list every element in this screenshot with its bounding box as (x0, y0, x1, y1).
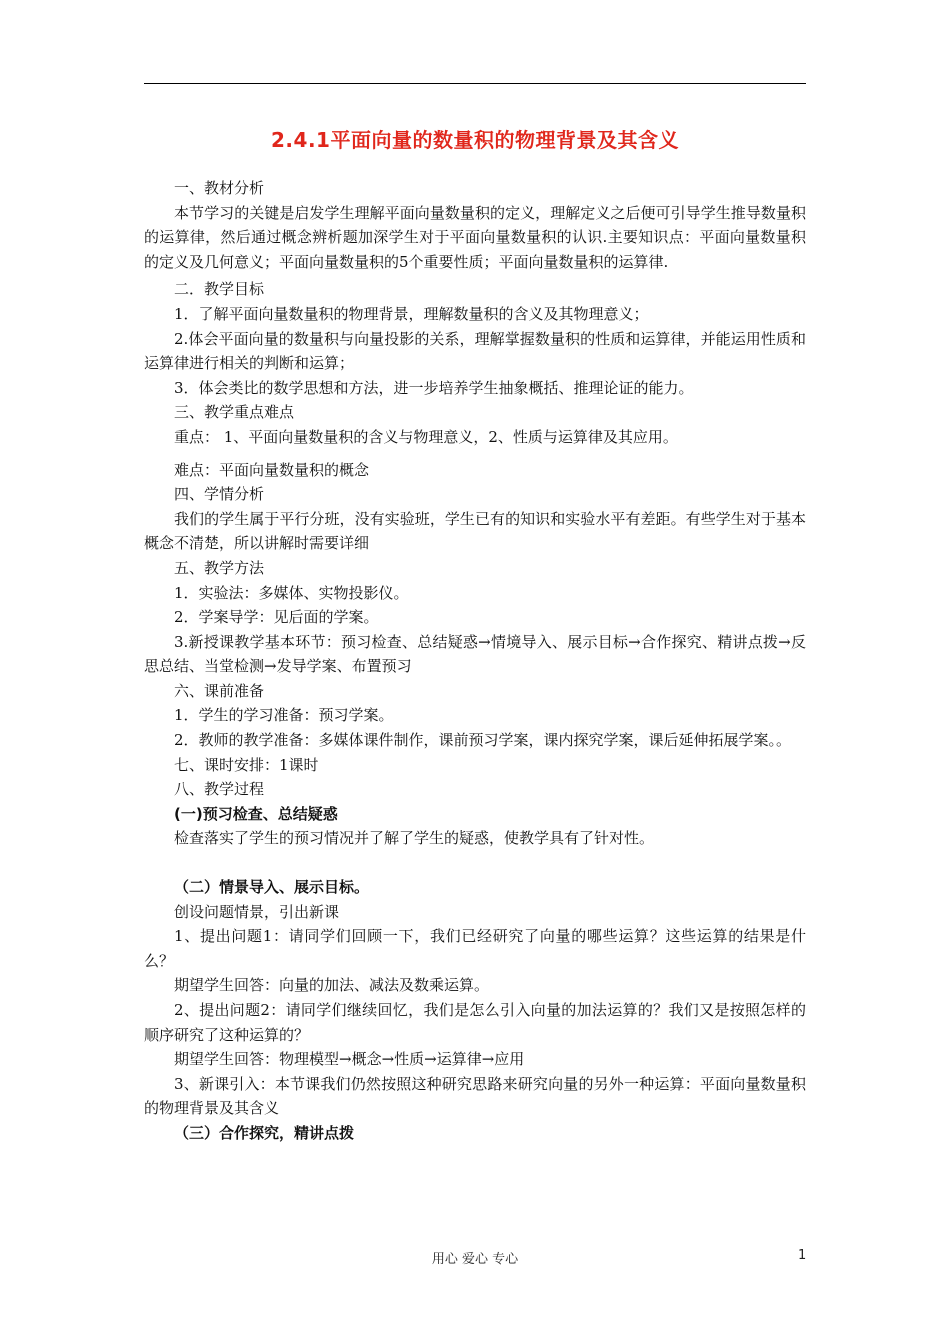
section-heading-8: 八、教学过程 (174, 780, 265, 799)
section-heading-1: 一、教材分析 (174, 179, 265, 197)
step-2-answer-1: 期望学生回答：向量的加法、减法及数乘运算。 (174, 976, 490, 995)
step-1-text: 检查落实了学生的预习情况并了解了学生的疑惑，使教学具有了针对性。 (174, 829, 655, 848)
footer-slogan: 用心 爱心 专心 (431, 1252, 519, 1267)
document-title: 2.4.1平面向量的数量积的物理背景及其含义 (271, 128, 679, 152)
method-3: 3.新授课教学基本环节：预习检查、总结疑惑→情境导入、展示目标→合作探究、精讲点拨→反思总结、当堂检测→发导学案、布置预习 (144, 632, 806, 676)
section-heading-5: 五、教学方法 (174, 558, 265, 577)
header-rule (144, 83, 806, 84)
section-heading-2: 二．教学目标 (174, 280, 265, 299)
step-3-heading: （三）合作探究，精讲点拨 (174, 1123, 355, 1142)
step-2-question-3: 3、新课引入：本节课我们仍然按照这种研究思路来研究向量的另外一种运算：平面向量数量积的物理背景及其含义 (144, 1074, 806, 1118)
difficult-points: 难点：平面向量数量积的概念 (174, 460, 370, 479)
objective-2: 2.体会平面向量的数量积与向量投影的关系，理解掌握数量积的性质和运算律，并能运用性质和运算律进行相关的判断和运算； (144, 329, 806, 373)
method-2: 2．学案导学：见后面的学案。 (174, 608, 379, 627)
step-2-answer-2: 期望学生回答：物理模型→概念→性质→运算律→应用 (174, 1050, 525, 1069)
step-1-heading: (一)预习检查、总结疑惑 (174, 804, 338, 823)
method-1: 1．实验法：多媒体、实物投影仪。 (174, 583, 409, 602)
section-heading-6: 六、课前准备 (174, 681, 265, 700)
objective-1: 1．了解平面向量数量积的物理背景，理解数量积的含义及其物理意义； (174, 304, 649, 323)
page-number: 1 (798, 1248, 807, 1263)
section-1-text: 本节学习的关键是启发学生理解平面向量数量积的定义，理解定义之后便可引导学生推导数量积的运算律，然后通过概念辨析题加深学生对于平面向量数量积的认识.主要知识点：平面向量数量积的定义及几何意义；平面向量数量积的5个重要性质；平面向量数量积的运算律. (144, 203, 806, 271)
objective-3: 3．体会类比的数学思想和方法，进一步培养学生抽象概括、推理论证的能力。 (174, 378, 694, 397)
step-2-question-1: 1、提出问题1：请同学们回顾一下，我们已经研究了向量的哪些运算？这些运算的结果是什么？ (144, 927, 806, 970)
section-heading-7: 七、课时安排：1课时 (174, 755, 319, 774)
step-2-intro: 创设问题情景，引出新课 (174, 902, 340, 921)
section-heading-3: 三、教学重点难点 (174, 403, 295, 422)
section-heading-4: 四、学情分析 (174, 485, 265, 504)
step-2-question-2: 2、提出问题2：请同学们继续回忆，我们是怎么引入向量的加法运算的？我们又是按照怎样的顺序研究了这种运算的？ (144, 1001, 806, 1044)
document-body (144, 176, 806, 1146)
section-4-text: 我们的学生属于平行分班，没有实验班，学生已有的知识和实验水平有差距。有些学生对于基本概念不清楚，所以讲解时需要详细 (144, 509, 806, 553)
step-2-heading: （二）情景导入、展示目标。 (174, 878, 370, 897)
key-points: 重点： 1、平面向量数量积的含义与物理意义，2、性质与运算律及其应用。 (174, 427, 678, 446)
prep-1: 1．学生的学习准备：预习学案。 (174, 706, 394, 725)
prep-2: 2．教师的教学准备：多媒体课件制作，课前预习学案，课内探究学案，课后延伸拓展学案。。 (174, 731, 792, 750)
